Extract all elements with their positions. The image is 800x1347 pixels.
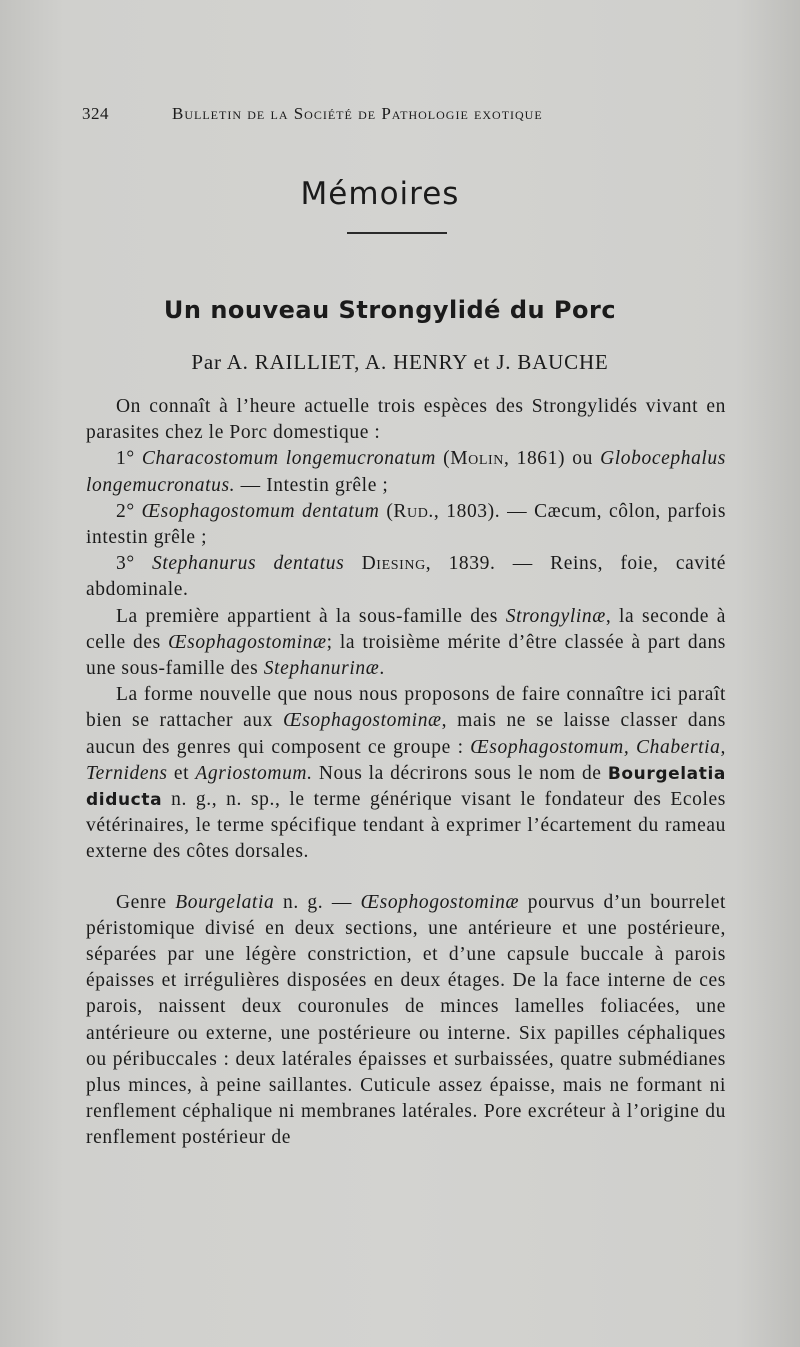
article-title: Un nouveau Strongylidé du Porc — [163, 296, 617, 324]
byline: Par A. RAILLIET, A. HENRY et J. BAUCHE — [191, 350, 609, 374]
list-item-1 — [86, 446, 726, 498]
text-run: La première appartient à la sous-famille des — [116, 605, 498, 627]
article-body — [86, 394, 726, 1152]
author-name: Rud. — [393, 500, 434, 522]
paragraph-new-form — [86, 682, 726, 865]
title-rule — [347, 232, 447, 234]
running-title: Bulletin de la Société de Pathologie exotique — [172, 104, 543, 123]
text-run: . — [379, 658, 385, 680]
text-run: Genre — [116, 891, 167, 913]
text-run: , mais ne se laisse classer dans aucun des genres qui composent ce groupe : — [86, 710, 726, 758]
author-year: , 1839. — [425, 553, 496, 575]
species-synonym: Globocephalus longemucronatus. — [86, 448, 726, 496]
text-run: La forme nouvelle que nous nous proposons de faire connaître ici paraît bien se rattacher aux — [86, 684, 726, 732]
habitat-text: — Intestin grêle ; — [240, 474, 389, 496]
taxon-name: Strongylinæ — [505, 605, 606, 627]
item-number: 2° — [116, 500, 135, 522]
author-name: Molin — [450, 448, 504, 470]
taxon-name: Œsophagostomum, Chabertia, Ternidens — [86, 736, 726, 784]
habitat-text: — Cæcum, côlon, parfois intestin grêle ; — [86, 500, 727, 549]
species-name: Characostomum longemucronatum — [141, 448, 436, 470]
list-item-3 — [86, 551, 726, 603]
author-name: Diesing — [361, 553, 426, 575]
text-run: , la seconde à celle des — [86, 605, 726, 653]
page-number: 324 — [82, 104, 109, 123]
taxon-name: Œsophagostominæ — [283, 710, 442, 732]
paragraph-gap — [86, 866, 726, 890]
paragraph-genus-description — [86, 890, 726, 1152]
author-paren: ( — [386, 500, 394, 522]
text-run: ; la troisième mérite d’être classée à part dans une sous-famille des — [86, 631, 726, 680]
text-run: pourvus d’un bourrelet péristomique divisé en deux sections, une antérieure et une postérieure, séparées par une légère constriction, et d’une capsule buccale à parois épaisses et irrégulières disposées en deux étages. De la face interne de ces parois, naissent deux couronules de minces lamelles foliacées, une antérieure ou externe, une postérieure ou interne. Six papilles céphaliques ou péribuccales : deux latérales épaisses et surbaissées, quatre submédianes plus minces, à peine saillantes. Cuticule assez épaisse, mais ne formant ni renflement céphalique ni membranes latérales. Pore excréteur à l’origine du renflement postérieur de — [86, 891, 726, 1149]
item-number: 3° — [116, 553, 135, 575]
habitat-text: — Reins, foie, cavité abdominale. — [86, 553, 726, 601]
new-species-name: Bourgelatia diducta — [86, 763, 726, 811]
list-item-2 — [86, 499, 726, 551]
species-name: Œsophagostomum dentatum — [141, 500, 380, 522]
paragraph-intro: On connaît à l’heure actuelle trois espèces des Strongylidés vivant en parasites chez le Porc domestique : — [86, 396, 726, 444]
text-run: n. g., n. sp., le terme générique visant le fondateur des Ecoles vétérinaires, le terme spécifique tendant à exprimer l’écartement du rameau externe des côtes dorsales. — [86, 789, 726, 863]
paragraph-subfamilies — [86, 604, 726, 683]
taxon-name: Agriostomum. — [195, 762, 313, 784]
section-title: Mémoires — [300, 176, 460, 212]
species-name: Stephanurus dentatus — [152, 553, 345, 575]
taxon-name: Stephanurinæ — [263, 658, 380, 680]
text-run: n. g. — — [282, 891, 352, 913]
author-year: , 1861) ou — [503, 448, 593, 470]
author-paren: ( — [443, 448, 451, 470]
text-run: Nous la décrirons sous le nom de — [318, 762, 602, 784]
genus-name: Bourgelatia — [175, 891, 275, 913]
author-year: , 1803). — [433, 500, 501, 522]
taxon-name: Œsophogostominæ — [360, 891, 520, 913]
item-number: 1° — [116, 448, 135, 470]
text-run: et — [173, 762, 190, 784]
taxon-name: Œsophagostominæ — [168, 631, 327, 653]
